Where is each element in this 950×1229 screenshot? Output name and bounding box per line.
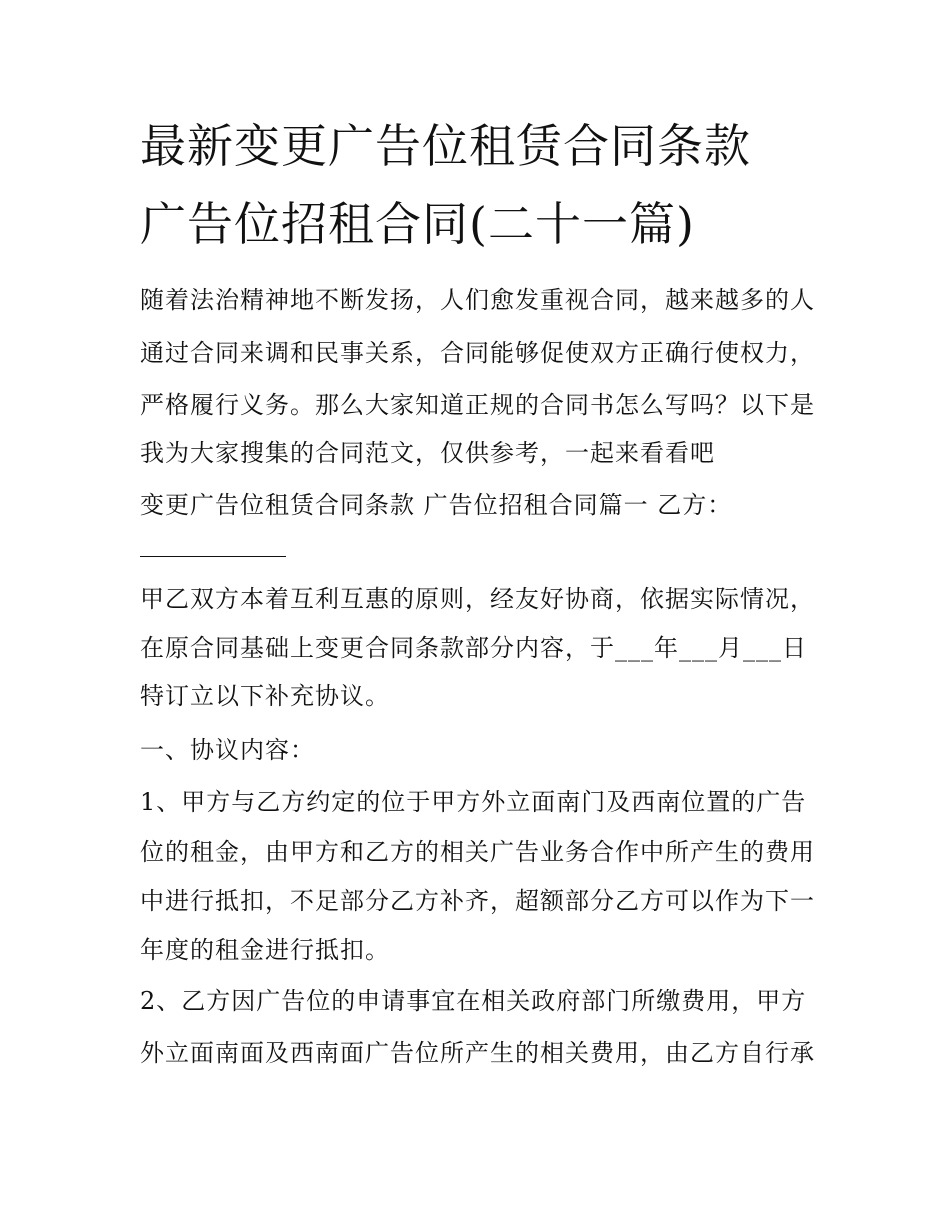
clause-1-line-4: 年度的租金进行抵扣。 [140,936,390,964]
clause-2-line-1: 2、乙方因广告位的申请事宜在相关政府部门所缴费用，甲方 [140,987,807,1015]
clause-2-line-2: 外立面南面及西南面广告位所产生的相关费用，由乙方自行承 [140,1039,815,1067]
document-title-line-2: 广告位招租合同(二十一篇) [140,197,695,251]
agreement-line-3: 特订立以下补充协议。 [140,682,390,710]
clause-1-line-2: 位的租金，由甲方和乙方的相关广告业务合作中所产生的费用 [140,838,815,866]
intro-line-2: 通过合同来调和民事关系，合同能够促使双方正确行使权力， [140,339,815,367]
clause-1-line-3: 中进行抵扣，不足部分乙方补齐，超额部分乙方可以作为下一 [140,887,815,915]
intro-line-3: 严格履行义务。那么大家知道正规的合同书怎么写吗？以下是 [140,391,815,419]
intro-line-1: 随着法治精神地不断发扬，人们愈发重视合同，越来越多的人 [140,286,815,314]
section-heading: 变更广告位租赁合同条款 广告位招租合同篇一 乙方： [140,491,733,519]
clause-1-line-1: 1、甲方与乙方约定的位于甲方外立面南门及西南位置的广告 [140,788,807,816]
document-title-line-1: 最新变更广告位租赁合同条款 [140,119,751,173]
agreement-line-2: 在原合同基础上变更合同条款部分内容，于___年___月___日 [140,634,807,662]
fill-in-blank-line [140,556,286,557]
agreement-line-1: 甲乙双方本着互利互惠的原则，经友好协商，依据实际情况， [140,585,815,613]
intro-line-4: 我为大家搜集的合同范文，仅供参考，一起来看看吧 [140,439,715,467]
part-one-heading: 一、协议内容： [140,736,315,764]
